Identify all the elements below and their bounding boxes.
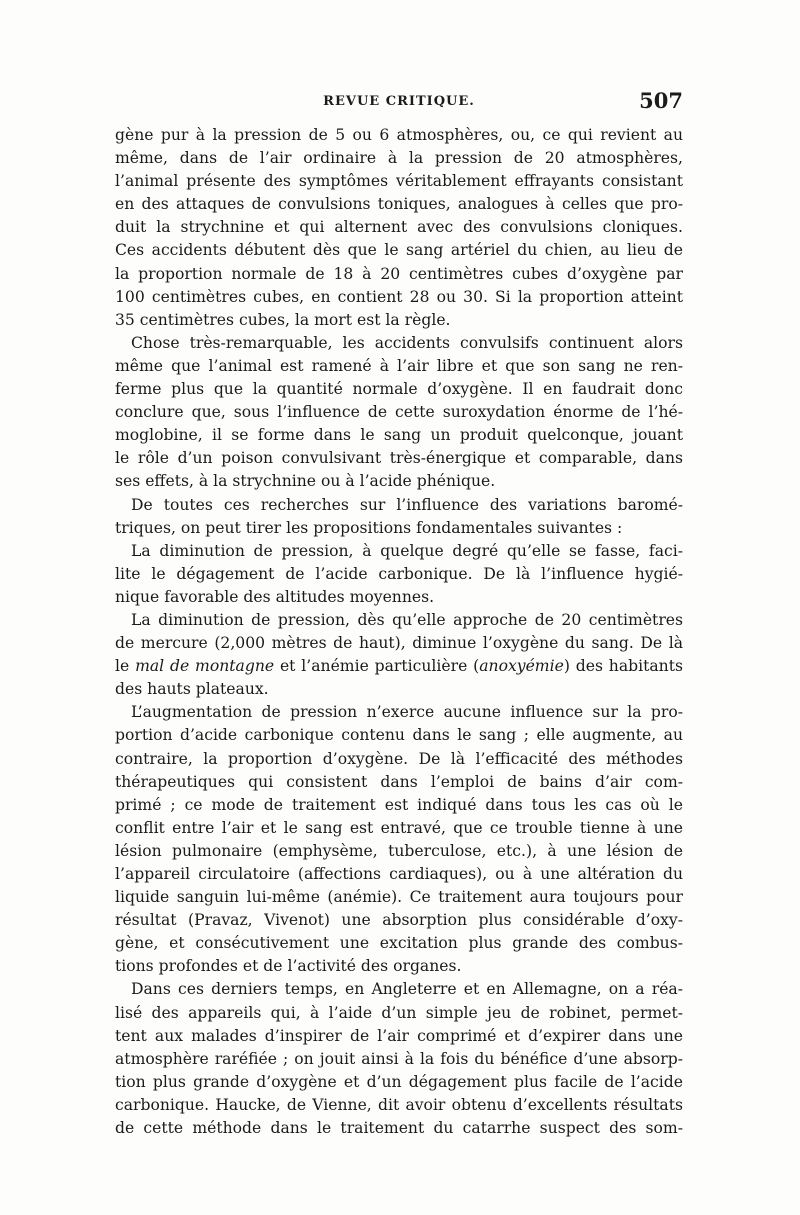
text-line: le rôle d’un poison convulsivant très-énergique et comparable, dans — [115, 449, 683, 468]
text-line: thérapeutiques qui consistent dans l’emploi de bains d’air com- — [115, 772, 683, 791]
text-line: résultat (Pravaz, Vivenot) une absorption plus considérable d’oxy- — [115, 911, 683, 930]
text-line: liquide sanguin lui-même (anémie). Ce traitement aura toujours pour — [115, 888, 683, 907]
text-line: L’augmentation de pression n’exerce aucune influence sur la pro- — [131, 703, 683, 722]
text-line: La diminution de pression, dès qu’elle approche de 20 centimètres — [131, 610, 683, 629]
text-line: lésion pulmonaire (emphysème, tuberculose, etc.), à une lésion de — [115, 841, 683, 860]
page-number: 507 — [639, 88, 683, 113]
text-line: même, dans de l’air ordinaire à la pression de 20 atmosphères, — [115, 149, 683, 168]
text-line: des hauts plateaux. — [115, 680, 269, 699]
text-line: duit la strychnine et qui alternent avec des convulsions cloniques. — [115, 218, 683, 237]
text-line: en des attaques de convulsions toniques, analogues à celles que pro- — [115, 195, 683, 214]
text-line: ferme plus que la quantité normale d’oxygène. Il en faudrait donc — [115, 380, 683, 399]
text-line: gène, et consécutivement une excitation plus grande des combus- — [115, 934, 683, 953]
text-line: lite le dégagement de l’acide carbonique. De là l’influence hygié- — [115, 564, 683, 583]
text-line: la proportion normale de 18 à 20 centimètres cubes d’oxygène par — [115, 264, 683, 283]
text-line: triques, on peut tirer les propositions fondamentales suivantes : — [115, 518, 623, 537]
text-line: de cette méthode dans le traitement du catarrhe suspect des som- — [115, 1119, 683, 1138]
text-line: gène pur à la pression de 5 ou 6 atmosphères, ou, ce qui revient au — [115, 126, 683, 144]
body-text — [115, 124, 683, 1140]
text-line: Ces accidents débutent dès que le sang artériel du chien, au lieu de — [115, 241, 683, 260]
text-line: l’animal présente des symptômes véritablement effrayants consistant — [115, 172, 683, 191]
text-line: Chose très-remarquable, les accidents convulsifs continuent alors — [131, 333, 683, 352]
text-line: primé ; ce mode de traitement est indiqué dans tous les cas où le — [115, 795, 683, 814]
running-title: REVUE CRITIQUE. — [323, 94, 475, 109]
text-line: tion plus grande d’oxygène et d’un dégagement plus facile de l’acide — [115, 1072, 683, 1091]
text-line: 35 centimètres cubes, la mort est la règle. — [115, 310, 451, 329]
text-line: moglobine, il se forme dans le sang un produit quelconque, jouant — [115, 426, 683, 445]
text-line: l’appareil circulatoire (affections cardiaques), ou à une altération du — [115, 865, 683, 883]
text-line: portion d’acide carbonique contenu dans le sang ; elle augmente, au — [115, 726, 683, 745]
text-line: tent aux malades d’inspirer de l’air comprimé et d’expirer dans une — [115, 1026, 683, 1045]
text-line: Dans ces derniers temps, en Angleterre et en Allemagne, on a réa- — [131, 980, 683, 999]
text-line: La diminution de pression, à quelque degré qu’elle se fasse, faci- — [131, 541, 683, 560]
text-line: contraire, la proportion d’oxygène. De là l’efficacité des méthodes — [115, 749, 683, 768]
text-line: De toutes ces recherches sur l’influence des variations baromé- — [131, 495, 683, 514]
text-line: nique favorable des altitudes moyennes. — [115, 587, 435, 606]
page-header — [115, 88, 683, 118]
text-line: conclure que, sous l’influence de cette suroxydation énorme de l’hé- — [115, 403, 683, 422]
text-line: ses effets, à la strychnine ou à l’acide phénique. — [115, 472, 496, 491]
text-line: même que l’animal est ramené à l’air libre et que son sang ne ren- — [115, 356, 683, 375]
text-line: lisé des appareils qui, à l’aide d’un simple jeu de robinet, permet- — [115, 1003, 683, 1022]
text-line: 100 centimètres cubes, en contient 28 ou 30. Si la proportion atteint — [115, 287, 683, 306]
text-line: tions profondes et de l’activité des organes. — [115, 957, 462, 976]
text-line: atmosphère raréfiée ; on jouit ainsi à la fois du bénéfice d’une absorp- — [115, 1049, 683, 1068]
text-line: de mercure (2,000 mètres de haut), diminue l’oxygène du sang. De là — [115, 634, 683, 653]
text-line: conflit entre l’air et le sang est entravé, que ce trouble tienne à une — [115, 818, 683, 837]
text-line: carbonique. Haucke, de Vienne, dit avoir obtenu d’excellents résultats — [115, 1095, 683, 1114]
text-line: le mal de montagne et l’anémie particulière (anoxyémie) des habitants — [115, 657, 683, 676]
